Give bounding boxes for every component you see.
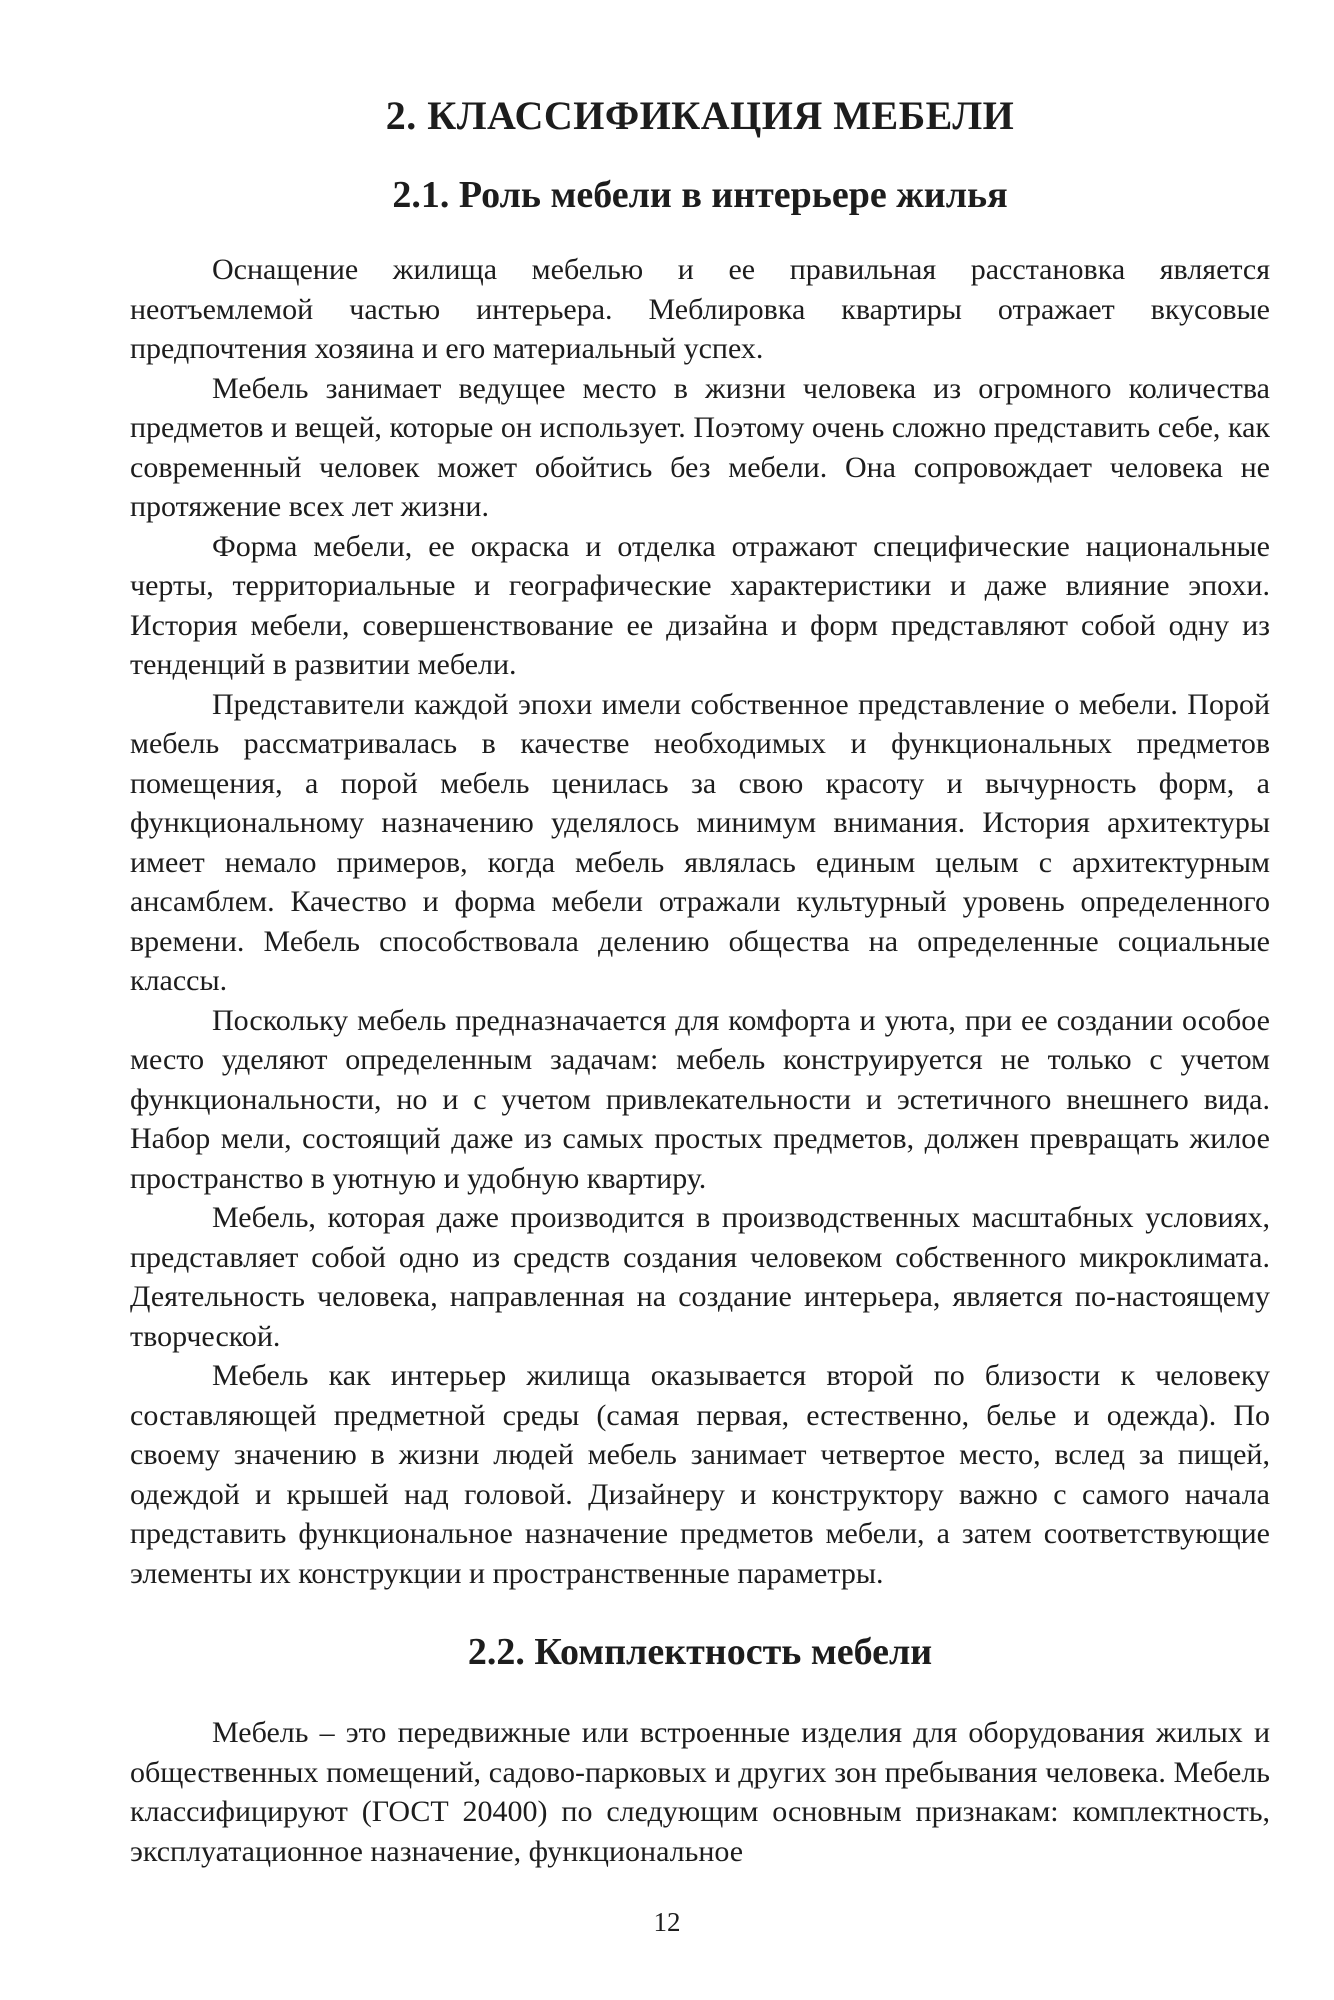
section-body-2-2 — [130, 1713, 1270, 1871]
section-body-2-1 — [130, 250, 1270, 1593]
paragraph: Мебель занимает ведущее место в жизни человека из огромного количества предметов и вещей, которые он использует. Поэтому очень сложно представить себе, как современный человек может обойтись без мебели. Она сопровождает человека не протяжение всех лет жизни. — [130, 371, 1270, 523]
paragraph: Представители каждой эпохи имели собственное представление о мебели. Порой мебель рассматривалась в качестве необходимых и функциональных предметов помещения, а порой мебель ценилась за свою красоту и вычурность форм, а функциональному назначению уделялось минимум внимания. История архитектуры имеет немало примеров, когда мебель являлась единым целым с архитектурным ансамблем. Качество и форма мебели отражали культурный уровень определенного времени. Мебель способствовала делению общества на определенные социальные классы. — [130, 687, 1270, 997]
chapter-title: 2. КЛАССИФИКАЦИЯ МЕБЕЛИ — [385, 93, 1015, 138]
page-number: 12 — [653, 1907, 681, 1937]
section-title-2-1: 2.1. Роль мебели в интерьере жилья — [392, 174, 1008, 216]
section-title-2-2: 2.2. Комплектность мебели — [467, 1631, 933, 1673]
paragraph: Форма мебели, ее окраска и отделка отражают специфические национальные черты, территориальные и географические характеристики и даже влияние эпохи. История мебели, совершенствование ее дизайна и форм представляют собой одну из тенденций в развитии мебели. — [130, 529, 1270, 681]
paragraph: Оснащение жилища мебелью и ее правильная расстановка является неотъемлемой частью интерьера. Меблировка квартиры отражает вкусовые предпочтения хозяина и его материальный успех. — [130, 253, 1270, 365]
paragraph: Мебель – это передвижные или встроенные изделия для оборудования жилых и общественных помещений, садово-парковых и других зон пребывания человека. Мебель классифицируют (ГОСТ 20400) по следующим основным признакам: комплектность, эксплуатационное назначение, функциональное — [130, 1716, 1270, 1868]
paragraph: Поскольку мебель предназначается для комфорта и уюта, при ее создании особое место уделяют определенным задачам: мебель конструируется не только с учетом функциональности, но и с учетом привлекательности и эстетичного внешнего вида. Набор мели, состоящий даже из самых простых предметов, должен превращать жилое пространство в уютную и удобную квартиру. — [130, 1003, 1270, 1195]
document-page — [130, 90, 1270, 1871]
paragraph: Мебель как интерьер жилища оказывается второй по близости к человеку составляющей предметной среды (самая первая, естественно, белье и одежда). По своему значению в жизни людей мебель занимает четвертое место, вслед за пищей, одеждой и крышей над головой. Дизайнеру и конструктору важно с самого начала представить функциональное назначение предметов мебели, а затем соответствующие элементы их конструкции и пространственные параметры. — [130, 1359, 1270, 1590]
paragraph: Мебель, которая даже производится в производственных масштабных условиях, представляет собой одно из средств создания человеком собственного микроклимата. Деятельность человека, направленная на создание интерьера, является по-настоящему творческой. — [130, 1201, 1270, 1353]
